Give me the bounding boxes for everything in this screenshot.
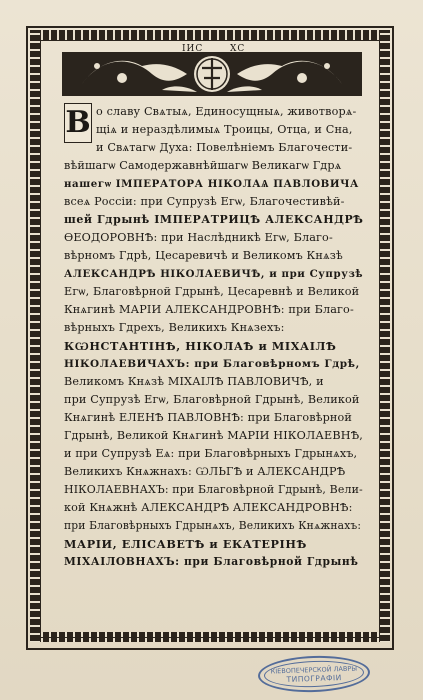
text-line: при Благовѣрныхъ Гдрынѧхъ, Великихъ Кнѧжнахъ:: [64, 519, 362, 532]
stamp-inner-ring: [264, 659, 365, 688]
monogram-ihs: IИС: [182, 44, 204, 54]
border-right-ornament: [380, 30, 390, 642]
text-line: Великомъ Кнѧзѣ МІХАІЛѢ ПАВЛОВИЧѢ, и: [64, 375, 324, 388]
text-line: и при Супрузѣ Еѧ: при Благовѣрныхъ Гдрынѧхъ,: [64, 447, 358, 460]
text-line: НІКОЛАЕВИЧАХЪ: при Благовѣрномъ Гдрѣ,: [64, 358, 360, 370]
text-line: Кнѧгинѣ МАРІИ АЛЕКСАНДРОВНѢ: при Благо-: [64, 303, 354, 316]
text-line: МІХАІЛОВНАХЪ: при Благовѣрной Гдрынѣ: [64, 555, 359, 568]
text-line: всеѧ Россіи: при Супрузѣ Егѡ, Благочестивѣй-: [64, 195, 345, 208]
text-line: шей Гдрынѣ ІМПЕРАТРИЦѢ АЛЕКСАНДРѢ: [64, 213, 364, 226]
text-line: ѲЕОДОРОВНѢ: при Наслѣдникѣ Егѡ, Благо-: [64, 231, 333, 244]
text-line: НІКОЛАЕВНАХЪ: при Благовѣрной Гдрынѣ, Вели-: [64, 483, 363, 496]
text-line: Егѡ, Благовѣрной Гдрынѣ, Цесаревнѣ и Великой: [64, 285, 360, 298]
text-line: Великихъ Кнѧжнахъ: ѠЛЬГѢ и АЛЕКСАНДРѢ: [64, 465, 346, 478]
text-line: вѣрномъ Гдрѣ, Цесаревичѣ и Великомъ Кнѧзѣ: [64, 249, 343, 262]
text-line: КѠНСТАНТІНѢ, НІКОЛАѢ и МІХАІЛѢ: [64, 339, 337, 353]
text-line: кой Кнѧжнѣ АЛЕКСАНДРѢ АЛЕКСАНДРОВНѢ:: [64, 501, 353, 514]
text-line: щіѧ и нераздѣлимыѧ Троицы, Отца, и Сна,: [96, 123, 353, 136]
text-line: вѣрныхъ Гдрехъ, Великихъ Кнѧзехъ:: [64, 321, 285, 334]
text-line: вѣйшагѡ Самодержавнѣйшагѡ Великагѡ Гдрѧ: [64, 159, 342, 172]
floral-ornament-icon: [62, 44, 362, 96]
text-line: и Свѧтагѡ Духа: Повелѣніемъ Благочести-: [96, 141, 353, 154]
text-line: нашегѡ ІМПЕРАТОРА НІКОЛАѦ ПАВЛОВИЧА: [64, 178, 359, 190]
drop-cap-initial: В: [64, 103, 92, 143]
headpiece-ornament: [62, 44, 362, 96]
stamp-text-top: КІЕВОПЕЧЕРСКОЙ ЛАВРЫ: [270, 663, 358, 676]
text-line: МАРІИ, ЕЛІСАВЕТѢ и ЕКАТЕРІНѢ: [64, 537, 307, 551]
text-line: АЛЕКСАНДРѢ НІКОЛАЕВИЧѢ, и при Супрузѣ: [64, 268, 364, 280]
monogram-xc: ХС: [230, 44, 246, 54]
text-line: при Супрузѣ Егѡ, Благовѣрной Гдрынѣ, Великой: [64, 393, 360, 406]
border-left-ornament: [30, 30, 40, 642]
library-stamp: [257, 654, 370, 694]
border-top-ornament: [30, 30, 390, 40]
text-line: Кнѧгинѣ ЕЛЕНѢ ПАВЛОВНѢ: при Благовѣрной: [64, 411, 353, 424]
text-line: о славу Свѧтыѧ, Единосущныѧ, животворѧ-: [96, 105, 357, 118]
stamp-text-bottom: ТИПОГРАФІИ: [286, 672, 342, 684]
text-line: Гдрынѣ, Великой Кнѧгинѣ МАРІИ НІКОЛАЕВНѢ,: [64, 429, 363, 442]
